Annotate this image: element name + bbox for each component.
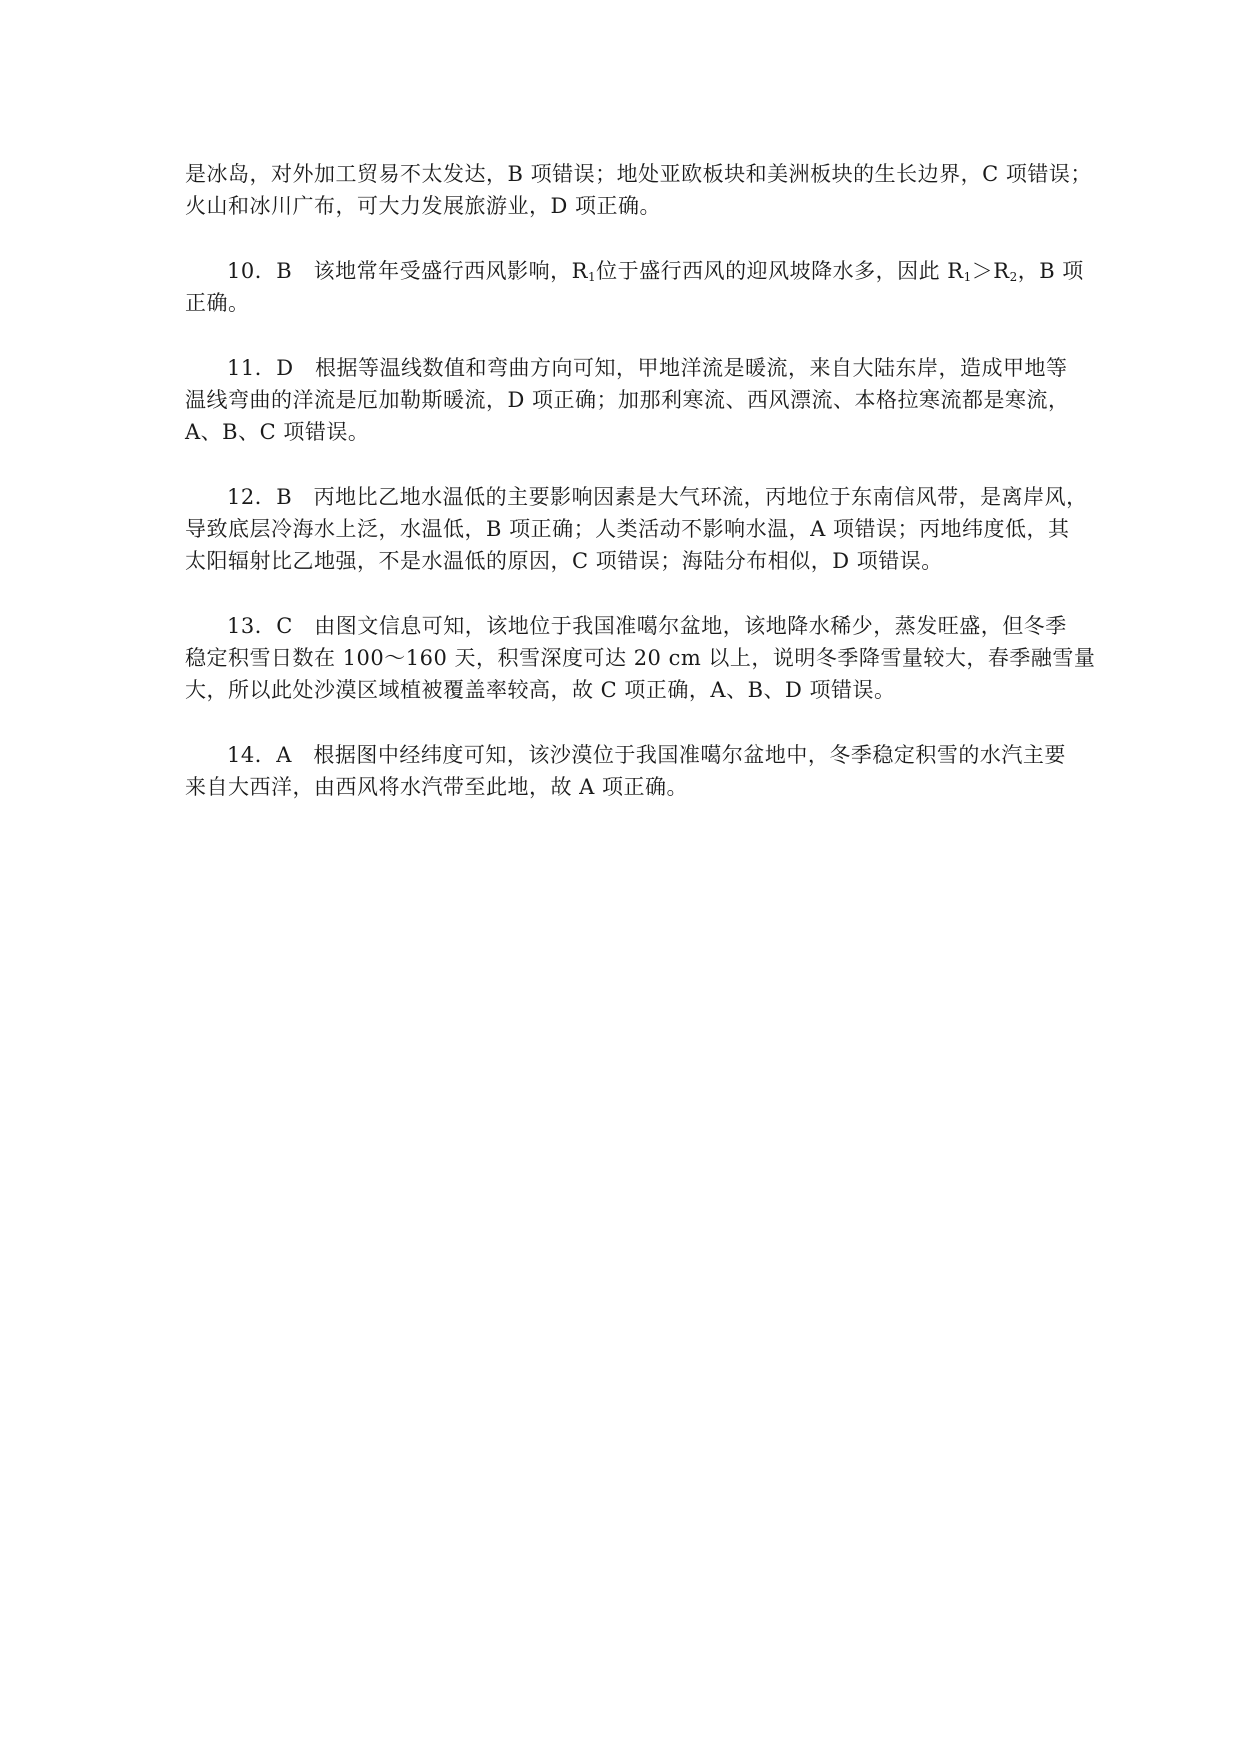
text-segment: ＞R — [971, 259, 1010, 283]
text-line: 太阳辐射比乙地强，不是水温低的原因，C 项错误；海陆分布相似，D 项错误。 — [185, 549, 943, 573]
paragraph-13 — [185, 610, 1096, 706]
subscript: 2 — [1009, 270, 1018, 284]
text-line: A、B、C 项错误。 — [185, 420, 370, 444]
text-line: 12．B 丙地比乙地水温低的主要影响因素是大气环流，丙地位于东南信风带，是离岸风， — [227, 485, 1088, 509]
text-line: 导致底层冷海水上泛，水温低，B 项正确；人类活动不影响水温，A 项错误；丙地纬度低，其 — [185, 517, 1070, 541]
text-segment: 10．B 该地常年受盛行西风影响，R — [227, 259, 588, 283]
text-line: 正确。 — [185, 291, 250, 315]
text-line: 温线弯曲的洋流是厄加勒斯暖流，D 项正确；加那利寒流、西风漂流、本格拉寒流都是寒流， — [185, 388, 1070, 412]
text-line: 是冰岛，对外加工贸易不太发达，B 项错误；地处亚欧板块和美洲板块的生长边界，C 项错误； — [185, 162, 1092, 186]
text-line: 来自大西洋，由西风将水汽带至此地，故 A 项正确。 — [185, 775, 689, 799]
text-line: 11．D 根据等温线数值和弯曲方向可知，甲地洋流是暖流，来自大陆东岸，造成甲地等 — [227, 356, 1068, 380]
text-line: 火山和冰川广布，可大力发展旅游业，D 项正确。 — [185, 194, 662, 218]
paragraph-12 — [185, 481, 1088, 577]
paragraph-10 — [185, 255, 1084, 319]
subscript: 1 — [587, 270, 597, 284]
text-line: 13．C 由图文信息可知，该地位于我国准噶尔盆地，该地降水稀少，蒸发旺盛，但冬季 — [227, 614, 1067, 638]
subscript: 1 — [963, 270, 972, 284]
text-line: 大，所以此处沙漠区域植被覆盖率较高，故 C 项正确，A、B、D 项错误。 — [185, 678, 896, 702]
text-line: 14．A 根据图中经纬度可知，该沙漠位于我国准噶尔盆地中，冬季稳定积雪的水汽主要 — [227, 743, 1066, 767]
answer-explanations — [185, 158, 1096, 803]
paragraph-9-continuation — [185, 158, 1092, 222]
text-line: 稳定积雪日数在 100～160 天，积雪深度可达 20 cm 以上，说明冬季降雪量较大，春季融雪量 — [185, 646, 1096, 670]
paragraph-11 — [185, 352, 1070, 448]
text-line — [185, 255, 1084, 287]
text-segment: ，B 项 — [1017, 259, 1084, 283]
paragraph-14 — [185, 739, 1065, 803]
text-segment: 位于盛行西风的迎风坡降水多，因此 R — [596, 259, 964, 283]
